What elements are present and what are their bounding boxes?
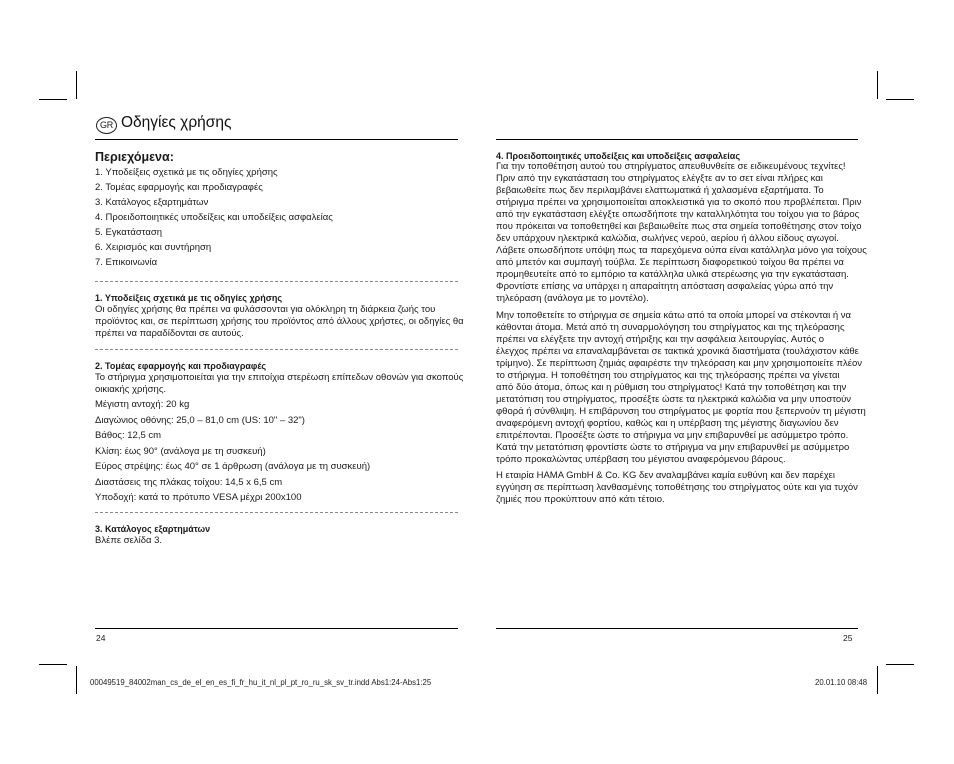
text-line: πρέπει να ελέγξετε την αντοχή στήριξης και την ασφάλεια λειτουργίας. Αυτός ο — [496, 334, 824, 345]
section-divider — [95, 281, 458, 282]
text-line: κάθονται άτομα. Μετά από τη συναρμολόγηση του στηρίγματος και της τηλεόρασης — [496, 322, 845, 333]
section-2-intro — [95, 372, 463, 396]
toc-item: 3. Κατάλογος εξαρτημάτων — [95, 197, 209, 208]
bottom-rule-left — [95, 628, 458, 629]
crop-mark — [886, 664, 914, 665]
section-4-paragraph-2 — [496, 310, 866, 466]
spec-item: Μέγιστη αντοχή: 20 kg — [95, 399, 190, 410]
text-line: από δύο άτομα, όπως και η ρύθμιση του στηρίγματος! Κατά την τοποθέτηση και την — [496, 382, 847, 393]
text-line: Μην τοποθετείτε το στήριγμα σε σημεία κάτω από τα οποία μπορεί να στέκονται ή να — [496, 310, 852, 321]
text-line: στήριγμα πρέπει να χρησιμοποιείται αποκλειστικά για το σκοπό που προβλέπεται. Πριν — [496, 197, 862, 208]
text-line: τρόπο προκαλώντας υπέρβαση του μέγιστου αναφερόμενου βάρους. — [496, 454, 786, 465]
spec-list — [95, 397, 370, 506]
text-line: Κατά την μετατόπιση φροντίστε ώστε το στήριγμα να μην επιβαρυνθεί με ασύμμετρο — [496, 442, 850, 453]
section-3-text — [95, 535, 162, 547]
section-divider — [95, 512, 458, 513]
text-line: οικιακής χρήσης. — [95, 384, 167, 395]
text-line: Το στήριγμα χρησιμοποιείται για την επιτοίχια στερέωση επίπεδων οθονών για σκοπούς — [95, 372, 464, 383]
top-rule-left — [95, 139, 458, 140]
spec-item: Βάθος: 12,5 cm — [95, 430, 162, 441]
text-line: βεβαιωθείτε πως δεν περιλαμβάνει ελαττωματικά ή χαλασμένα εξαρτήματα. Το — [496, 185, 824, 196]
text-line: προϊόντος και, σε περίπτωση χρήσης του προϊόντος από άλλους χρήστες, οι οδηγίες θα — [95, 316, 464, 327]
text-line: τρίμηνο). Σε περίπτωση ζημιάς αφαιρέστε την τηλεόραση και μην χρησιμοποιείτε πλέον — [496, 358, 862, 369]
section-4-heading: 4. Προειδοποιητικές υποδείξεις και υποδείξεις ασφαλείας — [496, 151, 740, 161]
text-line: Φροντίστε επίσης να υπάρχει η απαραίτητη απόσταση ασφαλείας γύρω από την — [496, 281, 834, 292]
spec-item: Εύρος στρέψης: έως 40° σε 1 άρθρωση (ανάλογα με τη συσκευή) — [95, 461, 371, 472]
text-line: Για την τοποθέτηση αυτού του στηρίγματος απευθυνθείτε σε ειδικευμένους τεχνίτες! — [496, 161, 846, 172]
text-line: από την εγκατάσταση ελέγξτε οπωσδήποτε την καταλληλότητα του τοίχου για το βάρος — [496, 209, 860, 220]
section-1-heading: 1. Υποδείξεις σχετικά με τις οδηγίες χρήσης — [95, 293, 283, 303]
toc-item: 6. Χειρισμός και συντήρηση — [95, 242, 212, 253]
toc-item: 5. Εγκατάσταση — [95, 227, 163, 238]
toc-item: 4. Προειδοποιητικές υποδείξεις και υποδείξεις ασφαλείας — [95, 212, 333, 223]
text-line: τηλεόραση (ανάλογα με το μοντέλο). — [496, 293, 649, 304]
footer-filename: 00049519_84002man_cs_de_el_en_es_fi_fr_hu_it_nl_pl_pt_ro_ru_sk_sv_tr.indd Abs1:24-Abs1:25 — [90, 678, 432, 687]
page-number-left: 24 — [96, 633, 106, 643]
top-rule-right — [496, 139, 858, 140]
spec-item: Υποδοχή: κατά το πρότυπο VESA μέχρι 200x100 — [95, 492, 302, 503]
text-line: εγγύηση σε περίπτωση λανθασμένης τοποθέτησης του στηρίγματος ούτε και για τυχόν — [496, 482, 858, 493]
crop-mark — [76, 71, 77, 99]
page-number-right: 25 — [843, 633, 853, 643]
text-line: Πριν από την εγκατάσταση του στηρίγματος ελέγξτε αν το σετ είναι πλήρες και — [496, 173, 823, 184]
toc-item: 7. Επικοινωνία — [95, 257, 158, 268]
section-2-heading: 2. Τομέας εφαρμογής και προδιαγραφές — [95, 361, 267, 371]
text-line: αναφερόμενη αντοχή φορτίου, καθώς και η υπέρβαση της μέγιστης διαγωνίου δεν — [496, 418, 839, 429]
section-4-paragraph-3 — [496, 470, 858, 506]
section-3-heading: 3. Κατάλογος εξαρτημάτων — [95, 524, 211, 534]
text-line: από μπετόν και συμπαγή τούβλα. Σε περίπτωση διαφορετικού τοίχου θα πρέπει να — [496, 257, 844, 268]
toc-item: 2. Τομέας εφαρμογής και προδιαγραφές — [95, 182, 263, 193]
text-line: Η εταιρία HAMA GmbH & Co. KG δεν αναλαμβάνει καμία ευθύνη και δεν παρέχει — [496, 470, 836, 481]
text-line: προμηθευτείτε από το εμπόριο τα κατάλληλα υλικά στερέωσης για την εγκατάσταση. — [496, 269, 849, 280]
text-line: πρέπει να παραδίδονται σε αυτούς. — [95, 328, 244, 339]
text-line: Λάβετε οπωσδήποτε υπόψη πως τα παρεχόμενα ούπα είναι κατάλληλα μόνο για τοίχους — [496, 245, 867, 256]
section-4-paragraph-1 — [496, 161, 867, 305]
text-line: ζημιές που προκύπτουν από κάτι τέτοιο. — [496, 494, 665, 505]
text-line: Βλέπε σελίδα 3. — [95, 535, 163, 546]
text-line: δεν υπάρχουν ηλεκτρικά καλώδια, σωλήνες νερού, αερίου ή άλλου είδους αγωγοί. — [496, 233, 839, 244]
crop-mark — [76, 666, 77, 694]
toc-title: Περιεχόμενα: — [95, 150, 174, 164]
crop-mark — [886, 99, 914, 100]
crop-mark — [877, 666, 878, 694]
text-line: Οι οδηγίες χρήσης θα πρέπει να φυλάσσονται για ολόκληρη τη διάρκεια ζωής του — [95, 304, 436, 315]
text-line: μετατόπιση του στηρίγματος, προσέξτε ώστε τα ηλεκτρικά καλώδια να μην υποστούν — [496, 394, 852, 405]
page-title: Οδηγίες χρήσης — [121, 114, 232, 131]
spec-item: Κλίση: έως 90° (ανάλογα με τη συσκευή) — [95, 445, 266, 457]
toc-list — [95, 165, 333, 270]
language-badge: GR — [96, 117, 117, 134]
spec-item: Διαστάσεις της πλάκας τοίχου: 14,5 x 6,5 cm — [95, 476, 283, 488]
section-divider — [95, 349, 458, 350]
text-line: επιτρέπονται. Προσέξτε ώστε το στήριγμα να μην επιβαρυνθεί με ασύμμετρο τρόπο. — [496, 430, 849, 441]
crop-mark — [39, 664, 67, 665]
footer-date: 20.01.10 08:48 — [815, 678, 868, 687]
text-line: έλεγχος πρέπει να επαναλαμβάνεται σε τακτικά χρονικά διαστήματα (τουλάχιστον κάθε — [496, 346, 859, 357]
spec-item: Διαγώνιος οθόνης: 25,0 – 81,0 cm (US: 10" – 32") — [95, 414, 305, 426]
section-1-text — [95, 304, 464, 340]
toc-item: 1. Υποδείξεις σχετικά με τις οδηγίες χρήσης — [95, 167, 278, 178]
text-line: το στήριγμα. Η τοποθέτηση του στηρίγματος και της τηλεόρασης πρέπει να γίνεται — [496, 370, 840, 381]
crop-mark — [877, 71, 878, 99]
text-line: που πρόκειται να τοποθετηθεί και βεβαιωθείτε πως στα σημεία τοποθέτησης στον τοίχο — [496, 221, 862, 232]
text-line: φθορά ή σύνθλιψη. Η επιβάρυνση του στηρίγματος με φορτία που ξεπερνούν τη μέγιστη — [496, 406, 866, 417]
bottom-rule-right — [496, 628, 858, 629]
crop-mark — [39, 99, 67, 100]
